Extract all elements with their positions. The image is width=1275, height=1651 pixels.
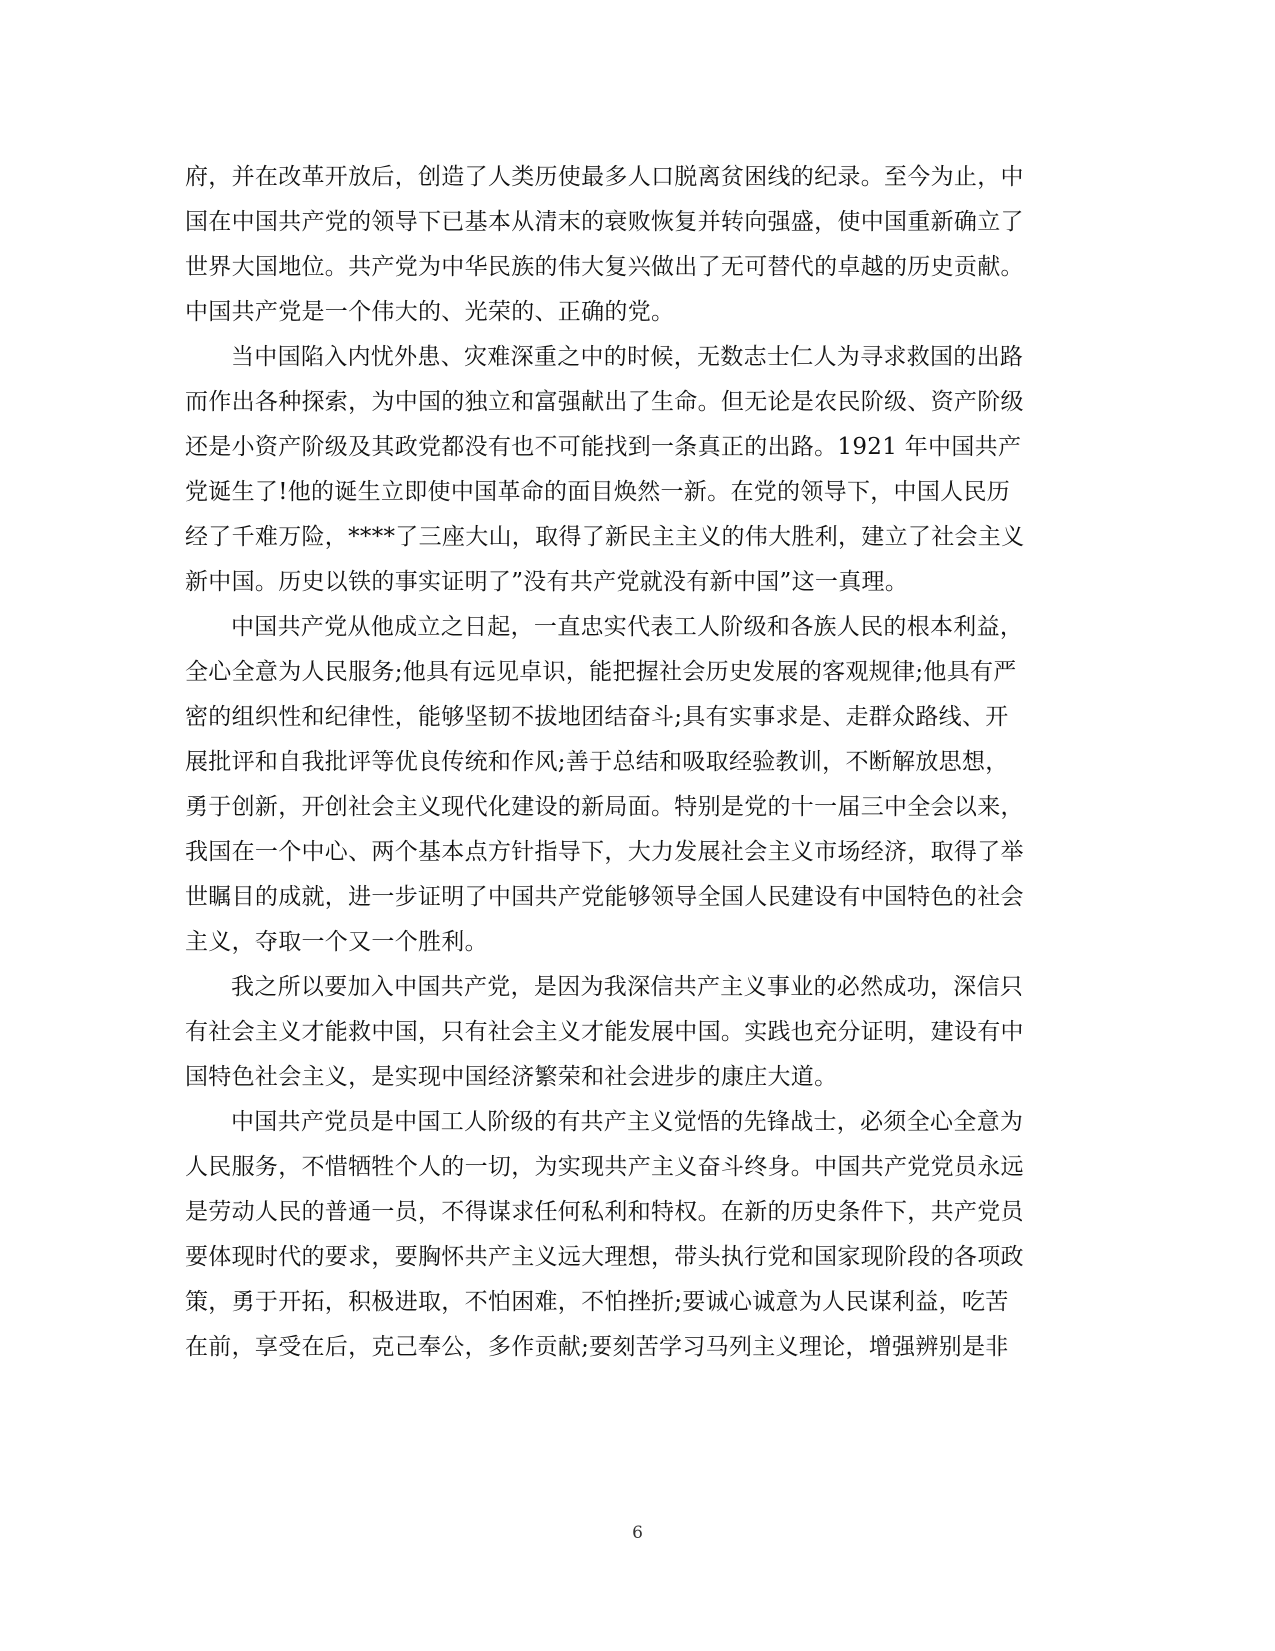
paragraph-first-line: 我之所以要加入中国共产党，是因为我深信共产主义事业的必然成功，深信只 [231, 974, 1024, 1000]
text-line: 勇于创新，开创社会主义现代化建设的新局面。特别是党的十一届三中全会以来， [185, 794, 1024, 820]
text-line: 府，并在改革开放后，创造了人类历使最多人口脱离贫困线的纪录。至今为止，中 [185, 164, 1024, 190]
text-line: 而作出各种探索，为中国的独立和富强献出了生命。但无论是农民阶级、资产阶级 [185, 389, 1024, 415]
page-number: 6 [632, 1523, 643, 1543]
text-line: 展批评和自我批评等优良传统和作风;善于总结和吸取经验教训，不断解放思想， [185, 749, 1009, 775]
text-line: 人民服务，不惜牺牲个人的一切，为实现共产主义奋斗终身。中国共产党党员永远 [185, 1154, 1024, 1180]
text-line: 世界大国地位。共产党为中华民族的伟大复兴做出了无可替代的卓越的历史贡献。 [185, 254, 1024, 280]
text-line: 新中国。历史以铁的事实证明了”没有共产党就没有新中国”这一真理。 [185, 569, 909, 595]
text-line: 世瞩目的成就，进一步证明了中国共产党能够领导全国人民建设有中国特色的社会 [185, 884, 1024, 910]
text-line: 主义，夺取一个又一个胜利。 [185, 929, 488, 955]
paragraph-first-line: 当中国陷入内忧外患、灾难深重之中的时候，无数志士仁人为寻求救国的出路 [231, 344, 1024, 370]
paragraph-first-line: 中国共产党从他成立之日起，一直忠实代表工人阶级和各族人民的根本利益， [231, 614, 1024, 640]
text-line: 策，勇于开拓，积极进取，不怕困难，不怕挫折;要诚心诚意为人民谋利益，吃苦 [185, 1289, 1009, 1315]
text-line: 全心全意为人民服务;他具有远见卓识，能把握社会历史发展的客观规律;他具有严 [185, 659, 1017, 685]
text-line: 我国在一个中心、两个基本点方针指导下，大力发展社会主义市场经济，取得了举 [185, 839, 1024, 865]
text-line: 经了千难万险，****了三座大山，取得了新民主主义的伟大胜利，建立了社会主义 [185, 524, 1025, 550]
text-line: 还是小资产阶级及其政党都没有也不可能找到一条真正的出路。1921 年中国共产 [185, 434, 1022, 460]
text-line: 在前，享受在后，克己奉公，多作贡献;要刻苦学习马列主义理论，增强辨别是非 [185, 1334, 1009, 1360]
text-line: 密的组织性和纪律性，能够坚韧不拔地团结奋斗;具有实事求是、走群众路线、开 [185, 704, 1009, 730]
text-line: 中国共产党是一个伟大的、光荣的、正确的党。 [185, 299, 675, 325]
text-line: 国特色社会主义，是实现中国经济繁荣和社会进步的康庄大道。 [185, 1064, 838, 1090]
text-line: 党诞生了!他的诞生立即使中国革命的面目焕然一新。在党的领导下，中国人民历 [185, 479, 1011, 505]
text-line: 要体现时代的要求，要胸怀共产主义远大理想，带头执行党和国家现阶段的各项政 [185, 1244, 1024, 1270]
text-line: 是劳动人民的普通一员，不得谋求任何私利和特权。在新的历史条件下，共产党员 [185, 1199, 1024, 1225]
paragraph-first-line: 中国共产党员是中国工人阶级的有共产主义觉悟的先锋战士，必须全心全意为 [231, 1109, 1024, 1135]
text-line: 有社会主义才能救中国，只有社会主义才能发展中国。实践也充分证明，建设有中 [185, 1019, 1024, 1045]
text-line: 国在中国共产党的领导下已基本从清末的衰败恢复并转向强盛，使中国重新确立了 [185, 209, 1024, 235]
